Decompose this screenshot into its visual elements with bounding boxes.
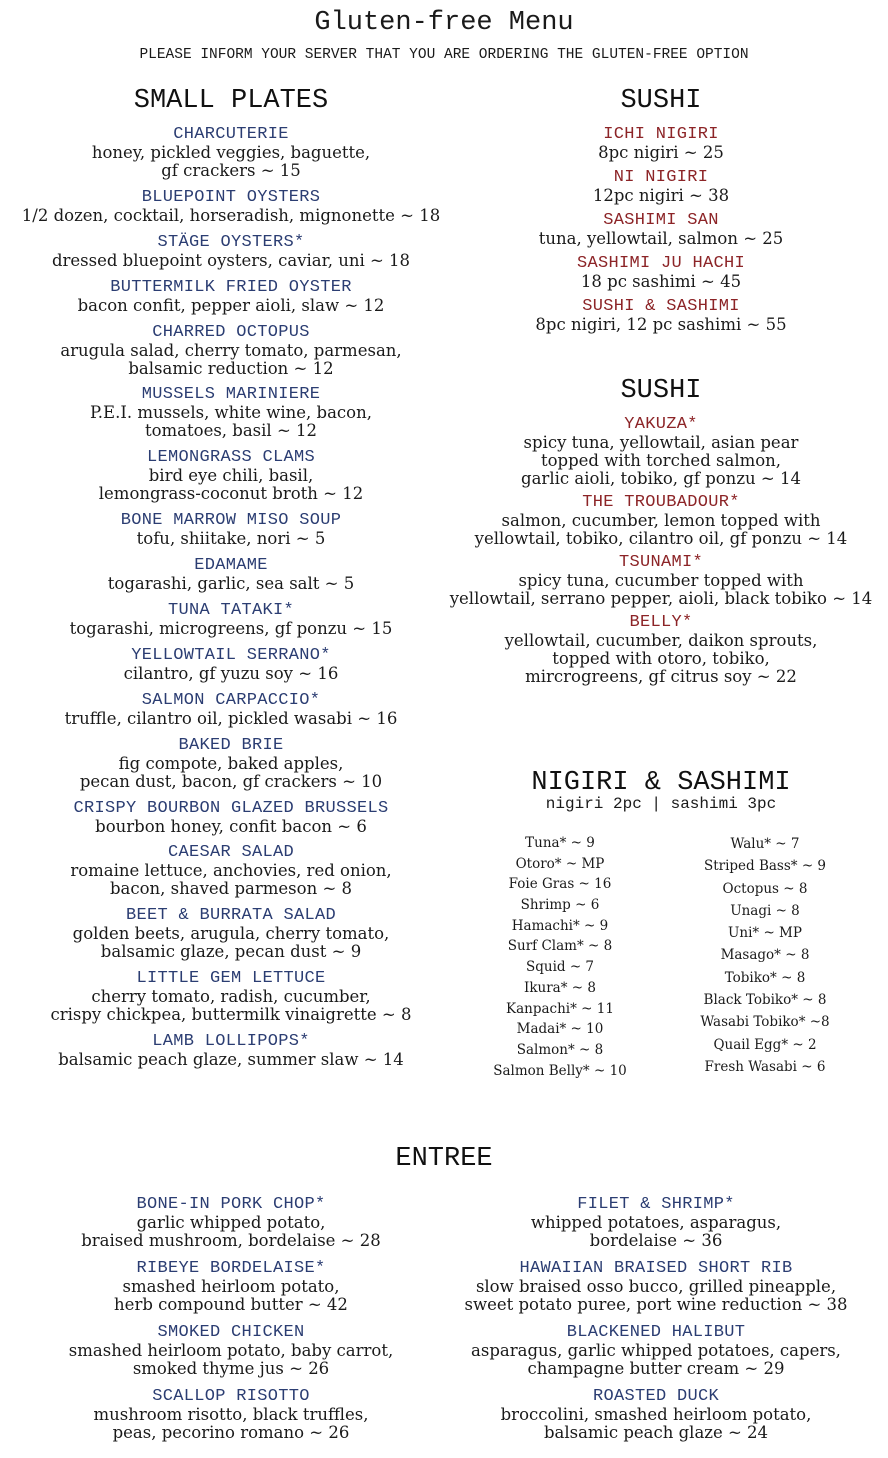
menu-item-description: yellowtail, cucumber, daikon sprouts, topped with otoro, tobiko, mircrogreens, gf citrus soy ~ 22 <box>504 631 818 686</box>
nigiri-item: Quail Egg* ~ 2 <box>713 1036 817 1053</box>
menu-item <box>426 1323 886 1378</box>
nigiri-item: Salmon Belly* ~ 10 <box>493 1062 627 1079</box>
menu-item-name: THE TROUBADOUR* <box>582 493 740 512</box>
menu-item <box>0 736 462 791</box>
nigiri-item: Otoro* ~ MP <box>515 855 605 872</box>
menu-item-description: asparagus, garlic whipped potatoes, capers, champagne butter cream ~ 29 <box>471 1341 841 1378</box>
menu-title: Gluten-free Menu <box>314 8 574 38</box>
menu-item <box>0 1387 462 1442</box>
menu-item-name: TUNA TATAKI* <box>167 601 295 621</box>
menu-item <box>0 799 462 836</box>
menu-item <box>0 969 462 1024</box>
menu-item-description: mushroom risotto, black truffles, peas, pecorino romano ~ 26 <box>93 1405 369 1442</box>
nigiri-item: Walu* ~ 7 <box>730 836 800 852</box>
menu-item-description: romaine lettuce, anchovies, red onion, bacon, shaved parmeson ~ 8 <box>70 861 392 899</box>
menu-item-name: BONE MARROW MISO SOUP <box>120 511 342 531</box>
menu-item-description: golden beets, arugula, cherry tomato, balsamic glaze, pecan dust ~ 9 <box>72 924 390 962</box>
menu-item-description: dressed bluepoint oysters, caviar, uni ~ 18 <box>51 250 411 270</box>
entree-right-list <box>426 1195 886 1451</box>
menu-item-name: SCALLOP RISOTTO <box>152 1387 310 1406</box>
menu-item <box>436 168 886 205</box>
menu-item-description: 1/2 dozen, cocktail, horseradish, mignonette ~ 18 <box>21 205 441 225</box>
menu-item <box>0 601 462 638</box>
menu-item-name: BLACKENED HALIBUT <box>566 1323 746 1342</box>
nigiri-item: Salmon* ~ 8 <box>516 1041 604 1058</box>
menu-item-description: honey, pickled veggies, baguette, gf crackers ~ 15 <box>91 143 371 180</box>
menu-item-name: CAESAR SALAD <box>167 843 295 863</box>
menu-item-description: bird eye chili, basil, lemongrass-coconut broth ~ 12 <box>98 466 364 504</box>
menu-item <box>0 1195 462 1250</box>
nigiri-left-list <box>470 833 650 1081</box>
nigiri-item: Foie Gras ~ 16 <box>508 876 612 893</box>
small-plates-list <box>0 125 462 1069</box>
menu-item <box>436 211 886 248</box>
menu-item-description: smashed heirloom potato, baby carrot, smoked thyme jus ~ 26 <box>68 1341 394 1378</box>
menu-item-description: bourbon honey, confit bacon ~ 6 <box>95 816 367 836</box>
menu-item-name: STÄGE OYSTERS* <box>157 232 305 252</box>
menu-item <box>0 1032 462 1069</box>
menu-item-name: CHARCUTERIE <box>173 125 289 144</box>
menu-item <box>0 278 462 315</box>
menu-item <box>436 254 886 291</box>
menu-item-name: ROASTED DUCK <box>592 1387 720 1406</box>
nigiri-item: Squid ~ 7 <box>525 959 595 976</box>
menu-item-name: BELLY* <box>629 613 693 632</box>
menu-item <box>426 1387 886 1442</box>
menu-item-name: LITTLE GEM LETTUCE <box>136 969 326 989</box>
nigiri-item: Shrimp ~ 6 <box>520 897 600 914</box>
menu-item-description: togarashi, microgreens, gf ponzu ~ 15 <box>69 619 393 639</box>
nigiri-item: Kanpachi* ~ 11 <box>506 1000 614 1017</box>
menu-item-description: togarashi, garlic, sea salt ~ 5 <box>107 574 355 594</box>
menu-item-description: broccolini, smashed heirloom potato, balsamic peach glaze ~ 24 <box>500 1405 812 1442</box>
menu-item <box>436 125 886 162</box>
menu-item-name: TSUNAMI* <box>618 553 703 572</box>
menu-item-name: YAKUZA* <box>624 415 698 434</box>
nigiri-item: Uni* ~ MP <box>728 925 802 942</box>
menu-item-name: SASHIMI JU HACHI <box>576 254 746 273</box>
nigiri-right-list <box>675 833 855 1078</box>
nigiri-item: Tuna* ~ 9 <box>525 835 595 851</box>
menu-item <box>0 556 462 593</box>
small-plates-heading: SMALL PLATES <box>133 86 329 116</box>
menu-item <box>0 906 462 961</box>
sushi-platters-section <box>436 86 886 340</box>
menu-item-name: BONE-IN PORK CHOP* <box>136 1195 326 1214</box>
menu-item <box>426 1195 886 1250</box>
nigiri-sashimi-section <box>436 768 886 813</box>
menu-item-name: BAKED BRIE <box>178 735 284 755</box>
menu-item <box>0 233 462 270</box>
menu-item-name: LAMB LOLLIPOPS* <box>152 1032 310 1052</box>
menu-item-description: salmon, cucumber, lemon topped with yellowtail, tobiko, cilantro oil, gf ponzu ~ 14 <box>474 511 848 548</box>
menu-item-name: CHARRED OCTOPUS <box>152 322 310 342</box>
menu-item <box>0 1323 462 1378</box>
sushi-platters-heading: SUSHI <box>620 86 702 116</box>
entree-heading-wrap <box>0 1144 888 1174</box>
menu-item <box>436 493 886 548</box>
menu-item <box>436 415 886 488</box>
nigiri-item: Surf Clam* ~ 8 <box>507 938 613 955</box>
nigiri-item: Fresh Wasabi ~ 6 <box>704 1058 826 1075</box>
nigiri-item: Black Tobiko* ~ 8 <box>703 992 827 1009</box>
menu-item-name: CRISPY BOURBON GLAZED BRUSSELS <box>73 798 389 818</box>
nigiri-item: Tobiko* ~ 8 <box>724 969 806 986</box>
gluten-free-notice: PLEASE INFORM YOUR SERVER THAT YOU ARE ORDERING THE GLUTEN-FREE OPTION <box>139 47 749 63</box>
menu-item-description: whipped potatoes, asparagus, bordelaise ~ 36 <box>530 1213 782 1250</box>
menu-item-description: garlic whipped potato, braised mushroom, bordelaise ~ 28 <box>81 1213 381 1250</box>
menu-item-name: LEMONGRASS CLAMS <box>146 448 316 468</box>
menu-item-description: 8pc nigiri ~ 25 <box>598 143 724 162</box>
menu-item-description: arugula salad, cherry tomato, parmesan, balsamic reduction ~ 12 <box>60 340 402 378</box>
menu-item-name: BUTTERMILK FRIED OYSTER <box>110 277 352 297</box>
menu-item-description: 12pc nigiri ~ 38 <box>592 186 730 205</box>
menu-item-description: tofu, shiitake, nori ~ 5 <box>136 529 326 549</box>
menu-item-name: SALMON CARPACCIO* <box>141 690 321 710</box>
menu-item-description: fig compote, baked apples, pecan dust, bacon, gf crackers ~ 10 <box>79 753 383 791</box>
menu-item-name: RIBEYE BORDELAISE* <box>136 1259 326 1278</box>
menu-item <box>426 1259 886 1314</box>
menu-item-description: cilantro, gf yuzu soy ~ 16 <box>123 663 339 683</box>
menu-item-description: truffle, cilantro oil, pickled wasabi ~ 16 <box>64 708 398 728</box>
menu-item <box>436 297 886 334</box>
menu-item-description: tuna, yellowtail, salmon ~ 25 <box>538 229 784 248</box>
menu-item-name: BLUEPOINT OYSTERS <box>141 187 321 207</box>
menu-item <box>436 553 886 608</box>
small-plates-section <box>0 86 462 1077</box>
menu-item-description: balsamic peach glaze, summer slaw ~ 14 <box>58 1050 404 1070</box>
menu-item-name: ICHI NIGIRI <box>603 125 719 144</box>
menu-item <box>0 323 462 378</box>
nigiri-item: Octopus ~ 8 <box>722 880 808 897</box>
menu-item-description: cherry tomato, radish, cucumber, crispy chickpea, buttermilk vinaigrette ~ 8 <box>50 987 412 1025</box>
menu-item-name: HAWAIIAN BRAISED SHORT RIB <box>519 1259 793 1278</box>
menu-item <box>0 646 462 683</box>
menu-item <box>0 125 462 180</box>
nigiri-sashimi-subheading: nigiri 2pc | sashimi 3pc <box>545 795 777 813</box>
nigiri-item: Ikura* ~ 8 <box>524 979 596 996</box>
sushi-rolls-list <box>436 415 886 686</box>
nigiri-item: Madai* ~ 10 <box>516 1021 604 1038</box>
menu-item-description: slow braised osso bucco, grilled pineapple, sweet potato puree, port wine reduction ~ 38 <box>464 1277 848 1314</box>
menu-item-name: YELLOWTAIL SERRANO* <box>131 645 331 665</box>
menu-item-name: BEET & BURRATA SALAD <box>125 906 337 926</box>
menu-item-description: bacon confit, pepper aioli, slaw ~ 12 <box>77 295 385 315</box>
menu-item <box>0 1259 462 1314</box>
menu-item <box>0 511 462 548</box>
menu-item <box>0 188 462 225</box>
sushi-rolls-section <box>436 376 886 691</box>
menu-item <box>436 613 886 686</box>
menu-item-name: SMOKED CHICKEN <box>157 1323 305 1342</box>
entree-heading: ENTREE <box>395 1144 493 1174</box>
menu-item <box>0 448 462 503</box>
menu-item-name: FILET & SHRIMP* <box>577 1195 735 1214</box>
nigiri-item: Hamachi* ~ 9 <box>511 917 609 934</box>
nigiri-item: Striped Bass* ~ 9 <box>703 858 827 875</box>
menu-item-description: 8pc nigiri, 12 pc sashimi ~ 55 <box>535 315 787 334</box>
sushi-platters-list <box>436 125 886 334</box>
menu-item-name: EDAMAME <box>194 556 268 576</box>
menu-item <box>0 385 462 440</box>
menu-item-name: NI NIGIRI <box>613 168 709 187</box>
menu-item <box>0 691 462 728</box>
entree-left-list <box>0 1195 462 1451</box>
menu-item-description: P.E.I. mussels, white wine, bacon, tomatoes, basil ~ 12 <box>90 403 372 441</box>
menu-item-name: SASHIMI SAN <box>603 211 719 230</box>
nigiri-sashimi-heading: NIGIRI & SASHIMI <box>531 768 791 798</box>
menu-item-description: spicy tuna, yellowtail, asian pear topped with torched salmon, garlic aioli, tobiko, gf ponzu ~ 14 <box>521 433 801 488</box>
sushi-rolls-heading: SUSHI <box>620 376 702 406</box>
menu-item-description: spicy tuna, cucumber topped with yellowtail, serrano pepper, aioli, black tobiko ~ 14 <box>449 571 873 608</box>
nigiri-item: Masago* ~ 8 <box>720 947 810 964</box>
menu-item-description: 18 pc sashimi ~ 45 <box>580 272 742 291</box>
nigiri-item: Wasabi Tobiko* ~8 <box>700 1014 830 1031</box>
menu-item-description: smashed heirloom potato, herb compound butter ~ 42 <box>114 1277 348 1314</box>
menu-item-name: SUSHI & SASHIMI <box>582 297 740 316</box>
menu-item <box>0 843 462 898</box>
menu-item-name: MUSSELS MARINIERE <box>141 385 321 405</box>
nigiri-item: Unagi ~ 8 <box>730 902 800 919</box>
